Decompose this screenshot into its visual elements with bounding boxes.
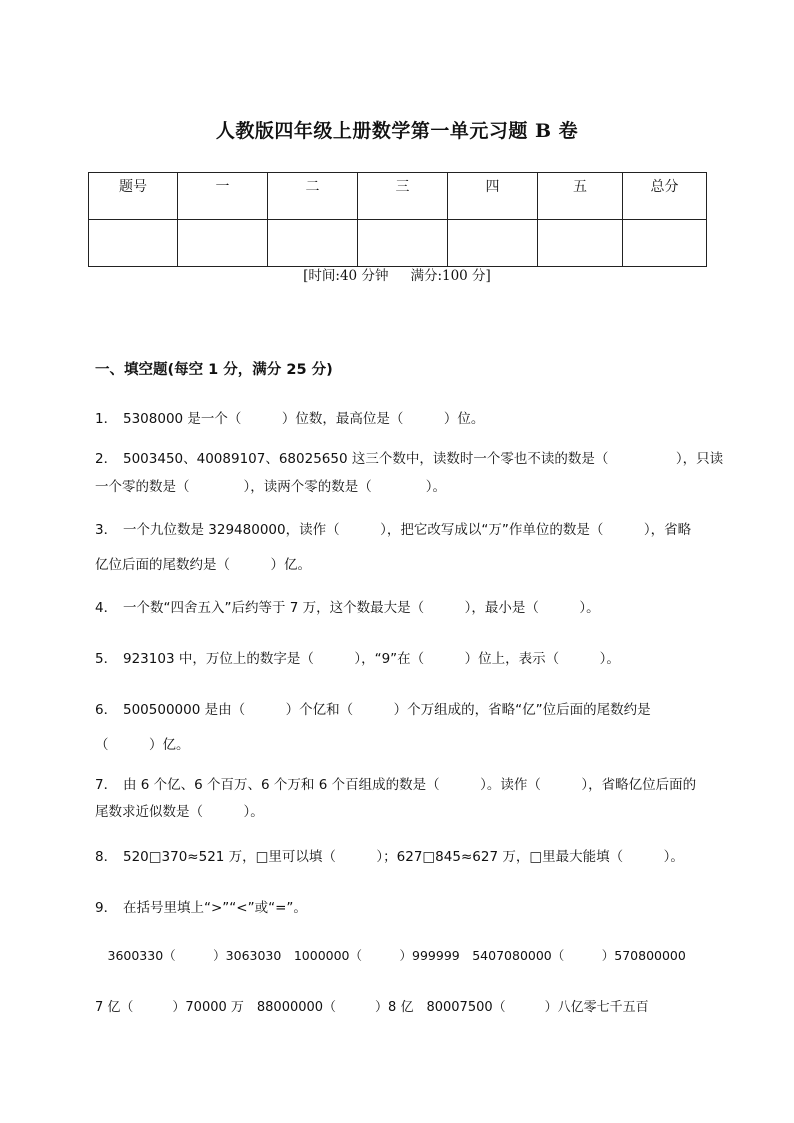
question-line [95,518,703,538]
question-text: 一个零的数是（ ），读两个零的数是（ ）。 [95,479,446,495]
question-number: 4． [95,600,118,616]
question-text: 在括号里填上“>”“<”或“=”。 [123,900,307,916]
score-cell [448,220,538,267]
question-number: 2． [95,451,118,467]
comparison-text: 3600330（ ）3063030 1000000（ ）999999 5407080000（ ）570800000 [95,948,686,963]
question-line [95,447,724,467]
header-cell-1: 一 [178,173,268,220]
question-text: 尾数求近似数是（ ）。 [95,804,264,820]
question-text: 520□370≈521 万，□里可以填（ ）；627□845≈627 万，□里最大能填（ ）。 [123,849,684,865]
question-text: 一个九位数是 329480000，读作（ ），把它改写成以“万”作单位的数是（ ），省略 [123,522,692,538]
question-line-continued [95,475,703,495]
header-cell-3: 三 [358,173,448,220]
section-heading: 一、填空题(每空 1 分，满分 25 分) [95,362,333,378]
score-cell [538,220,623,267]
header-cell-total: 总分 [623,173,707,220]
question-text: （ ）亿。 [95,737,190,753]
question-number: 7． [95,777,118,793]
exam-time: [时间:40 分钟 [303,268,389,284]
question-text: 500500000 是由（ ）个亿和（ ）个万组成的，省略“亿”位后面的尾数约是 [123,702,651,718]
question-line-continued [95,733,703,753]
score-cell [358,220,448,267]
comparison-line [95,946,703,964]
question-text: 923103 中，万位上的数字是（ ），“9”在（ ）位上，表示（ ）。 [123,651,620,667]
question-number: 9． [95,900,118,916]
score-table-score-row [89,220,707,267]
question-text: 由 6 个亿、6 个百万、6 个万和 6 个百组成的数是（ ）。读作（ ），省略亿位后面的 [123,777,697,793]
question-text: 5003450、40089107、68025650 这三个数中，读数时一个零也不读的数是（ ），只读 [123,451,724,467]
comparison-line [95,996,703,1015]
exam-info [0,264,794,284]
exam-full-score: 满分:100 分] [410,268,491,284]
question-line [95,596,703,616]
question-line [95,647,703,667]
question-line [95,773,703,793]
question-number: 6． [95,702,118,718]
question-line [95,407,703,427]
question-line [95,845,703,865]
question-number: 8． [95,849,118,865]
question-line [95,698,703,718]
score-cell [623,220,707,267]
header-cell-question-no: 题号 [89,173,178,220]
question-number: 1． [95,411,118,427]
header-cell-2: 二 [268,173,358,220]
score-cell [178,220,268,267]
question-number: 3． [95,522,118,538]
question-text: 一个数“四舍五入”后约等于 7 万，这个数最大是（ ），最小是（ ）。 [123,600,600,616]
document-title: 人教版四年级上册数学第一单元习题 B 卷 [215,120,579,142]
question-line-continued [95,800,703,820]
score-cell [268,220,358,267]
score-cell [89,220,178,267]
score-table [88,172,707,267]
header-cell-5: 五 [538,173,623,220]
score-table-header-row [89,173,707,220]
question-line-continued [95,553,703,573]
question-number: 5． [95,651,118,667]
question-line [95,896,703,916]
question-text: 5308000 是一个（ ）位数，最高位是（ ）位。 [123,411,485,427]
question-text: 亿位后面的尾数约是（ ）亿。 [95,557,311,573]
comparison-text: 7 亿（ ）70000 万 88000000（ ）8 亿 80007500（ ）八亿零七千五百 [95,1000,649,1015]
header-cell-4: 四 [448,173,538,220]
